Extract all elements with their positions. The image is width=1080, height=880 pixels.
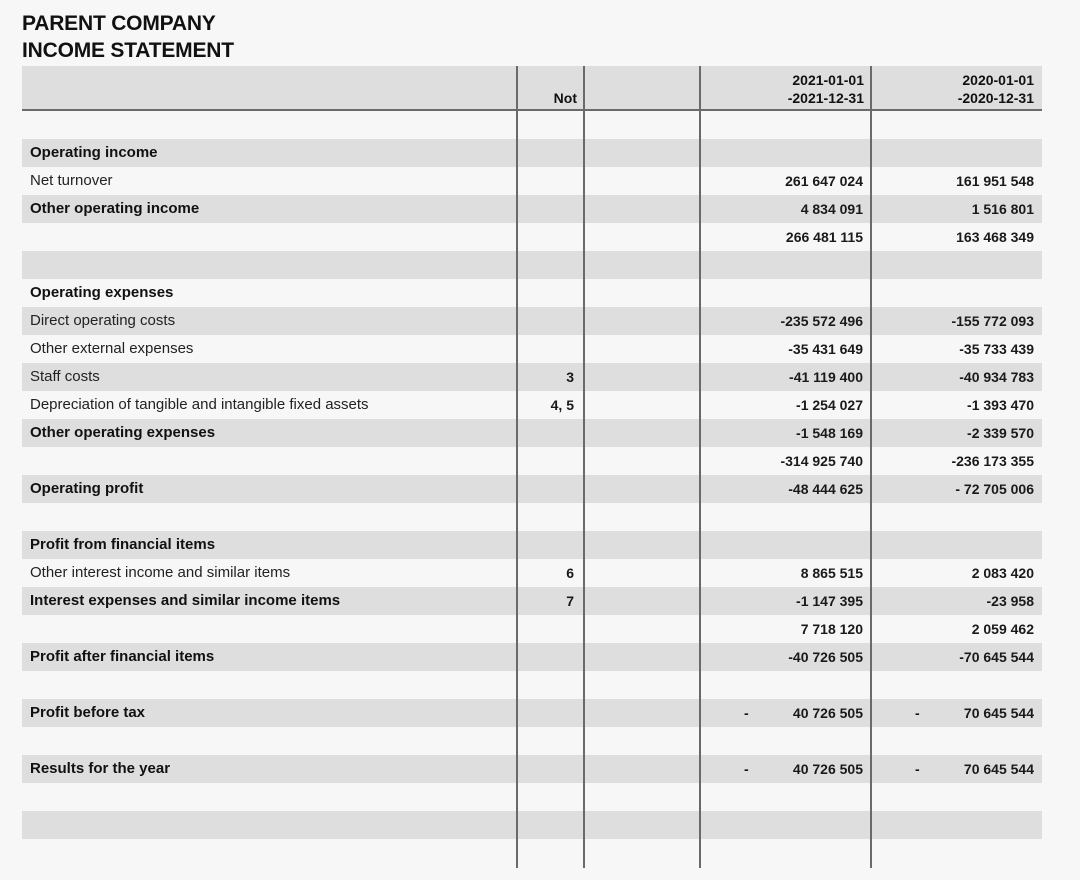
table-row-net-turnover [22, 167, 1042, 195]
title-line-2: INCOME STATEMENT [22, 39, 234, 62]
minus-sign: - [744, 705, 749, 721]
row-label: Other operating income [30, 200, 200, 217]
table-row-profit-after-financial [22, 643, 1042, 671]
row-label: Staff costs [30, 368, 100, 385]
value-2020: 163 468 349 [956, 229, 1034, 245]
row-label: Other interest income and similar items [30, 564, 291, 581]
value-2020: 161 951 548 [956, 173, 1034, 189]
row-label: Other operating expenses [30, 424, 216, 441]
value-2021: -314 925 740 [780, 453, 863, 469]
note-ref: 3 [566, 369, 574, 385]
table-row-other-operating-income [22, 195, 1042, 223]
column-header-2020-start: 2020-01-01 [962, 72, 1034, 88]
value-2020: -23 958 [986, 593, 1034, 609]
row-label: Results for the year [30, 760, 171, 777]
minus-sign: - [915, 761, 920, 777]
minus-sign: - [915, 705, 920, 721]
value-2020: 2 059 462 [971, 621, 1034, 637]
row-label: Operating expenses [30, 284, 174, 301]
value-2020: -2 339 570 [967, 425, 1034, 441]
table-row-income-total [22, 223, 1042, 251]
value-2021: -1 147 395 [796, 593, 863, 609]
note-column-header: Not [553, 90, 577, 106]
value-2020: 70 645 544 [963, 705, 1034, 721]
value-2020: -1 393 470 [967, 397, 1034, 413]
value-2021: 4 834 091 [800, 201, 863, 217]
table-row-operating-expenses [22, 279, 1042, 307]
title-line-1: PARENT COMPANY [22, 12, 216, 35]
value-2021: 266 481 115 [785, 229, 863, 245]
value-2020: -35 733 439 [959, 341, 1034, 357]
table-row-profit-financial-items [22, 531, 1042, 559]
table-row-expenses-total [22, 447, 1042, 475]
value-2020: -236 173 355 [951, 453, 1034, 469]
column-header-2021 [702, 71, 864, 107]
value-2021: -35 431 649 [788, 341, 863, 357]
table-row-staff-costs [22, 363, 1042, 391]
value-2020: -155 772 093 [951, 313, 1034, 329]
row-label: Interest expenses and similar income items [30, 592, 341, 609]
value-2020: -40 934 783 [959, 369, 1034, 385]
column-header-2020-end: -2020-12-31 [957, 90, 1034, 106]
row-band [22, 251, 1042, 279]
value-2021: 261 647 024 [785, 173, 863, 189]
table-row-other-interest-income [22, 559, 1042, 587]
table-row-operating-income [22, 139, 1042, 167]
value-2021: 40 726 505 [792, 705, 863, 721]
table-row-direct-operating-costs [22, 307, 1042, 335]
header-divider [22, 109, 1042, 111]
row-label: Other external expenses [30, 340, 194, 357]
column-header-2021-start: 2021-01-01 [792, 72, 864, 88]
column-header-2020 [873, 71, 1034, 107]
value-2020: - 72 705 006 [955, 481, 1034, 497]
value-2021: -235 572 496 [780, 313, 863, 329]
table-row-profit-before-tax [22, 699, 1042, 727]
note-ref: 7 [566, 593, 574, 609]
value-2020: 2 083 420 [971, 565, 1034, 581]
value-2021: 8 865 515 [800, 565, 863, 581]
note-ref: 6 [566, 565, 574, 581]
table-row-other-operating-expenses [22, 419, 1042, 447]
value-2021: -40 726 505 [788, 649, 863, 665]
value-2021: -41 119 400 [789, 369, 863, 385]
row-label: Profit from financial items [30, 536, 216, 553]
column-header-2021-end: -2021-12-31 [787, 90, 864, 106]
row-label: Profit before tax [30, 704, 146, 721]
row-label: Profit after financial items [30, 648, 215, 665]
value-2021: -48 444 625 [788, 481, 863, 497]
row-label: Depreciation of tangible and intangible fixed assets [30, 396, 369, 413]
table-row-operating-profit [22, 475, 1042, 503]
value-2020: 70 645 544 [963, 761, 1034, 777]
value-2020: 1 516 801 [971, 201, 1034, 217]
table-row-depreciation [22, 391, 1042, 419]
minus-sign: - [744, 761, 749, 777]
value-2020: -70 645 544 [959, 649, 1034, 665]
value-2021: 40 726 505 [792, 761, 863, 777]
row-label: Direct operating costs [30, 312, 176, 329]
value-2021: -1 548 169 [796, 425, 863, 441]
value-2021: -1 254 027 [796, 397, 863, 413]
row-label: Net turnover [30, 172, 113, 189]
table-row-interest-expenses [22, 587, 1042, 615]
table-row-financial-total [22, 615, 1042, 643]
note-ref: 4, 5 [550, 397, 574, 413]
row-label: Operating profit [30, 480, 144, 497]
value-2021: 7 718 120 [800, 621, 863, 637]
row-label: Operating income [30, 144, 158, 161]
table-row-other-external-expenses [22, 335, 1042, 363]
table-row-results-for-year [22, 755, 1042, 783]
row-band [22, 811, 1042, 839]
